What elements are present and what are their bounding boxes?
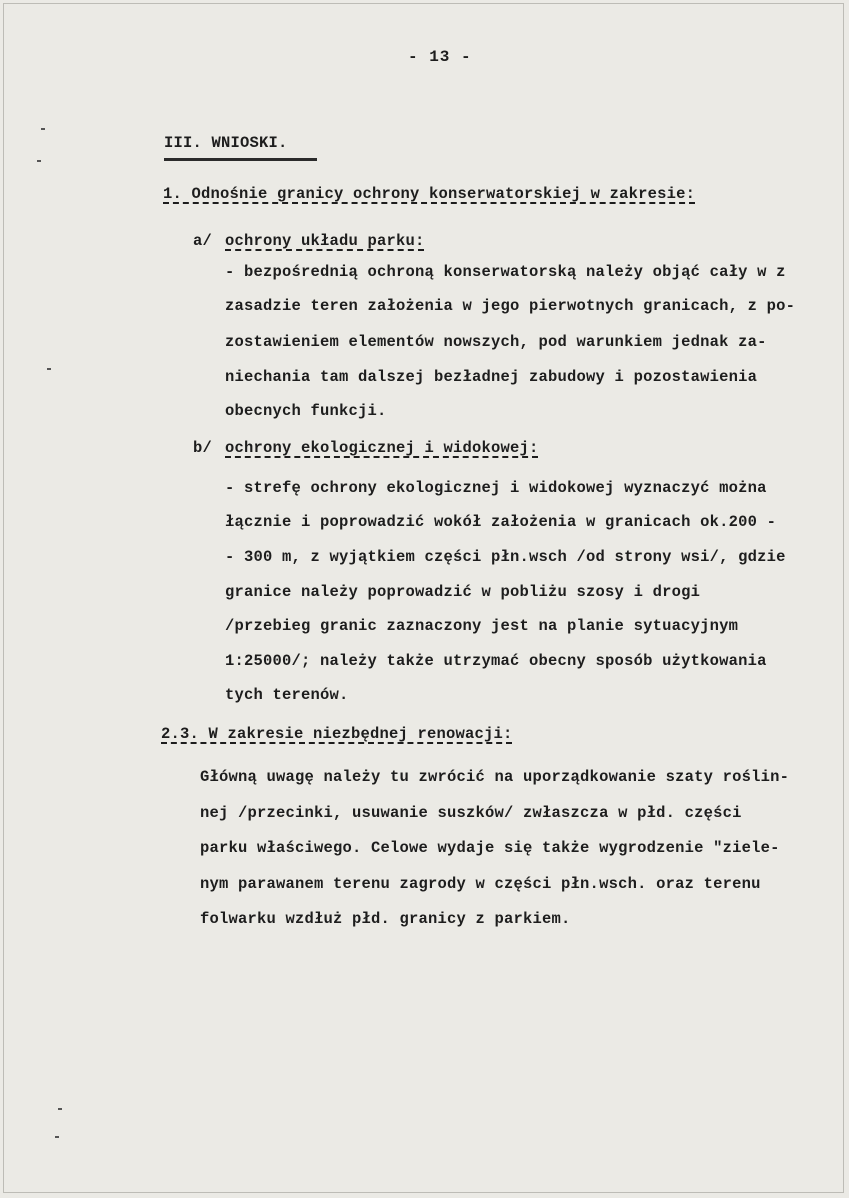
- item-b-label: b/: [193, 439, 213, 457]
- section-title: III. WNIOSKI.: [164, 134, 288, 152]
- item-a-line-5: obecnych funkcji.: [225, 402, 387, 420]
- item-a-label: a/: [193, 232, 213, 250]
- margin-mark: [47, 368, 51, 370]
- margin-mark: [37, 160, 41, 162]
- item-b-line-1: - strefę ochrony ekologicznej i widokowej wyznaczyć można: [225, 479, 767, 497]
- item-a-line-4: niechania tam dalszej bezładnej zabudowy i pozostawienia: [225, 368, 758, 386]
- page-number: - 13 -: [408, 48, 472, 66]
- item-b-heading: ochrony ekologicznej i widokowej:: [225, 439, 539, 457]
- subsection-2-line-4: nym parawanem terenu zagrody w części płn.wsch. oraz terenu: [200, 875, 761, 893]
- section-title-underline: [164, 158, 317, 161]
- item-b-line-3: - 300 m, z wyjątkiem części płn.wsch /od strony wsi/, gdzie: [225, 548, 786, 566]
- item-a-line-2: zasadzie teren założenia w jego pierwotnych granicach, z po-: [225, 297, 796, 315]
- item-b-line-2: łącznie i poprowadzić wokół założenia w granicach ok.200 -: [225, 513, 777, 531]
- item-b-line-4: granice należy poprowadzić w pobliżu szosy i drogi: [225, 583, 701, 601]
- item-b-line-7: tych terenów.: [225, 686, 349, 704]
- item-b-line-5: /przebieg granic zaznaczony jest na planie sytuacyjnym: [225, 617, 739, 635]
- subsection-2-line-5: folwarku wzdłuż płd. granicy z parkiem.: [200, 910, 571, 928]
- margin-mark: [41, 128, 45, 130]
- margin-mark: [55, 1136, 59, 1138]
- item-b-line-6: 1:25000/; należy także utrzymać obecny sposób użytkowania: [225, 652, 767, 670]
- item-a-heading: ochrony układu parku:: [225, 232, 425, 250]
- subsection-2-line-3: parku właściwego. Celowe wydaje się także wygrodzenie "ziele-: [200, 839, 780, 857]
- margin-mark: [58, 1108, 62, 1110]
- item-a-line-3: zostawieniem elementów nowszych, pod warunkiem jednak za-: [225, 333, 767, 351]
- subsection-2-line-1: Główną uwagę należy tu zwrócić na uporządkowanie szaty roślin-: [200, 768, 790, 786]
- subsection-1-heading: 1. Odnośnie granicy ochrony konserwatorskiej w zakresie:: [163, 185, 696, 203]
- item-a-line-1: - bezpośrednią ochroną konserwatorską należy objąć cały w z: [225, 263, 786, 281]
- subsection-2-heading: 2.3. W zakresie niezbędnej renowacji:: [161, 725, 513, 743]
- subsection-2-line-2: nej /przecinki, usuwanie suszków/ zwłaszcza w płd. części: [200, 804, 742, 822]
